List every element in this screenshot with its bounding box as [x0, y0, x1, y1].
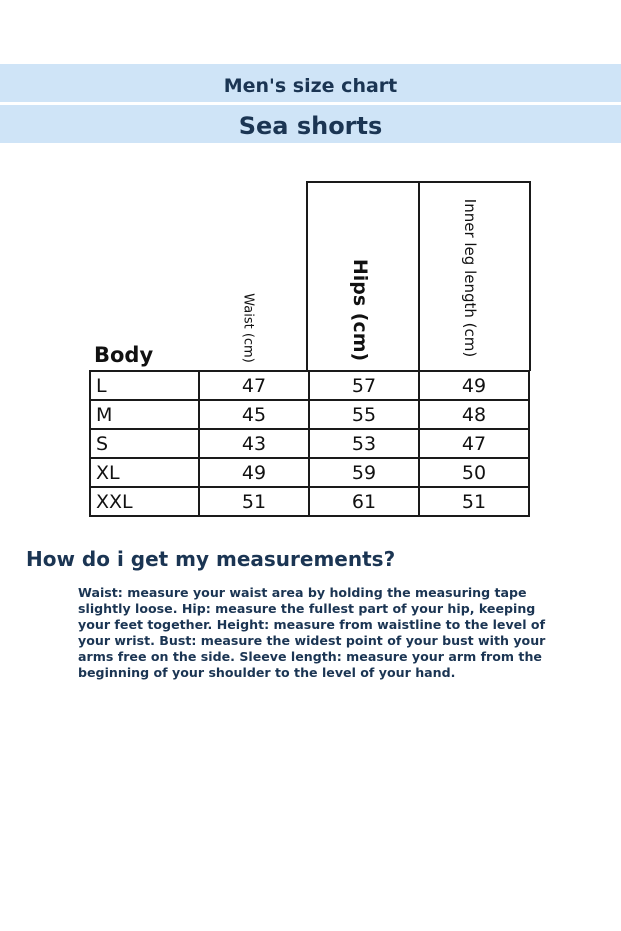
inner-leg-cell: 47: [419, 429, 529, 458]
hips-cell: 55: [309, 400, 419, 429]
measurements-instructions: [78, 585, 548, 681]
size-cell: L: [90, 371, 199, 400]
waist-cell: 49: [199, 458, 309, 487]
waist-cell: 47: [199, 371, 309, 400]
table-row: [90, 487, 529, 516]
size-cell: XXL: [90, 487, 199, 516]
waist-column-header: Waist (cm): [240, 293, 256, 363]
size-cell: M: [90, 400, 199, 429]
size-chart-title: Men's size chart: [0, 64, 621, 102]
instruction-line: Waist: measure your waist area by holding the measuring tape: [78, 585, 527, 600]
inner-leg-cell: 51: [419, 487, 529, 516]
table-row: [90, 429, 529, 458]
hips-column-header: Hips (cm): [349, 258, 371, 362]
waist-cell: 51: [199, 487, 309, 516]
size-cell: S: [90, 429, 199, 458]
inner-leg-cell: 50: [419, 458, 529, 487]
size-table: [89, 370, 530, 517]
hips-cell: 61: [309, 487, 419, 516]
instruction-line: your feet together. Height: measure from waistline to the level of: [78, 617, 546, 632]
instruction-line: arms free on the side. Sleeve length: measure your arm from the: [78, 649, 542, 664]
size-cell: XL: [90, 458, 199, 487]
body-label: Body: [94, 343, 154, 367]
hips-cell: 57: [309, 371, 419, 400]
inner-leg-cell: 48: [419, 400, 529, 429]
table-row: [90, 458, 529, 487]
table-row: [90, 371, 529, 400]
inner-leg-column-header: Inner leg length (cm): [461, 198, 479, 358]
instruction-line: slightly loose. Hip: measure the fullest part of your hip, keeping: [78, 601, 536, 616]
instruction-line: your wrist. Bust: measure the widest point of your bust with your: [78, 633, 546, 648]
hips-cell: 59: [309, 458, 419, 487]
table-row: [90, 400, 529, 429]
instruction-line: beginning of your shoulder to the level of your hand.: [78, 665, 456, 680]
hips-cell: 53: [309, 429, 419, 458]
waist-cell: 43: [199, 429, 309, 458]
product-title: Sea shorts: [0, 105, 621, 143]
waist-cell: 45: [199, 400, 309, 429]
measurements-heading: How do i get my measurements?: [26, 547, 396, 571]
inner-leg-cell: 49: [419, 371, 529, 400]
